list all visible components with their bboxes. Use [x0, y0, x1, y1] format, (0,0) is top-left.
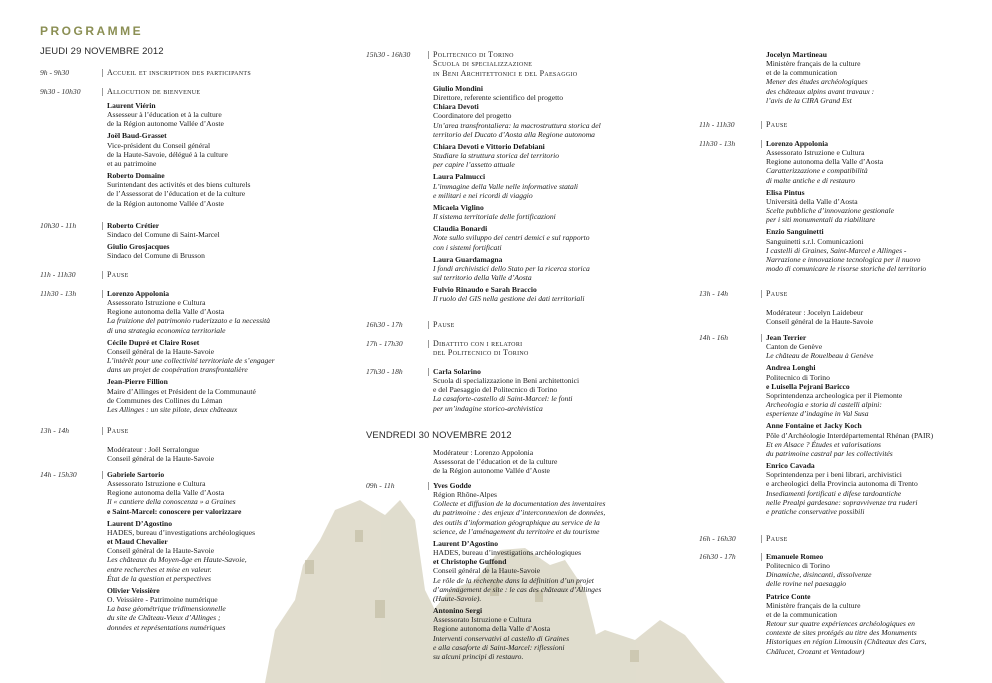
slot-divider — [428, 368, 429, 376]
speaker-name: Micaela Viglino — [433, 202, 484, 212]
slot-divider — [761, 290, 762, 298]
speaker-name: Laurent D’Agostino — [433, 538, 499, 548]
speaker-entry — [107, 519, 317, 583]
talk-title: L’immagine della Valle nelle informative statali — [433, 181, 579, 191]
speaker-list — [107, 221, 317, 264]
slot-label: Pause — [433, 320, 455, 329]
speaker-name: Yves Godde — [433, 481, 472, 490]
slot-divider — [102, 222, 103, 230]
speaker-name: e Saint-Marcel: conoscere per valorizzare — [107, 506, 242, 516]
speaker-affiliation: Soprintendenza archeologica per il Piemonte — [766, 390, 903, 400]
speaker-affiliation: et de la communication — [766, 609, 838, 619]
slot-divider — [761, 121, 762, 129]
slot-time: 10h30 - 11h — [40, 221, 77, 230]
talk-title: Les Allinges : un site pilote, deux châteaux — [107, 404, 238, 414]
speaker-affiliation: O. Veissière - Patrimoine numérique — [107, 595, 218, 605]
slot-time: 11h30 - 13h — [40, 289, 77, 298]
speaker-list — [766, 552, 966, 659]
slot-divider — [102, 471, 103, 479]
speaker-affiliation: Maire d’Allinges et Président de la Communauté — [107, 386, 256, 396]
slot-label: Pause — [107, 270, 129, 279]
talk-title: Les châteaux du Moyen-âge en Haute-Savoie, — [107, 555, 247, 565]
speaker-affiliation: HADES, bureau d’investigations archéologiques — [433, 548, 582, 558]
speaker-entry — [433, 606, 648, 661]
speaker-entry — [107, 101, 317, 128]
speaker-affiliation: Politecnico di Torino — [766, 372, 830, 382]
speaker-affiliation: Surintendant des activités et des biens culturels — [107, 180, 251, 190]
talk-title: Mener des études archéologiques — [766, 77, 868, 87]
speaker-entry — [433, 203, 648, 221]
speaker-name: Laura Palmucci — [433, 172, 486, 182]
speaker-name: Laurent D’Agostino — [107, 518, 173, 528]
speaker-entry — [766, 188, 966, 225]
speaker-name: Giulio Grosjacques — [107, 242, 170, 252]
speaker-name: Enzio Sanguinetti — [766, 227, 824, 237]
speaker-name: Chiara Devoti e Vittorio Defabiani — [433, 141, 545, 151]
speaker-list — [766, 50, 966, 108]
talk-title: I fondi archivistici dello Stato per la ricerca storica — [433, 263, 590, 273]
slot-divider — [428, 482, 429, 490]
slot-time: 9h30 - 10h30 — [40, 87, 81, 96]
speaker-affiliation: Vice-président du Conseil général — [107, 140, 211, 150]
speaker-name: Jean-Pierre Fillion — [107, 377, 168, 387]
speaker-entry — [766, 592, 966, 656]
talk-title: di malte antiche e di restauro — [766, 175, 856, 185]
slot-time: 14h - 16h — [699, 333, 729, 342]
day-heading: VENDREDI 30 NOVEMBRE 2012 — [366, 430, 512, 441]
speaker-entry — [107, 445, 317, 463]
speaker-name: Elisa Pintus — [766, 187, 805, 197]
slot-time: 17h30 - 18h — [366, 367, 403, 376]
speaker-affiliation: Sanguinetti s.r.l. Comunicazioni — [766, 236, 864, 246]
speaker-affiliation: e archeologici della Provincia autonoma di Trento — [766, 479, 918, 489]
slot-divider — [102, 271, 103, 279]
talk-title: Archeologia e storia di castelli alpini: — [766, 400, 882, 410]
talk-title: Retour sur quatre expériences archéologiques en — [766, 619, 915, 629]
speaker-affiliation: Scuola di specializzazione in Beni architettonici — [433, 376, 580, 386]
slot-time: 16h - 16h30 — [699, 534, 736, 543]
speaker-entry — [433, 481, 648, 536]
speaker-entry — [433, 255, 648, 282]
slot-divider — [761, 140, 762, 148]
speaker-entry — [433, 367, 648, 413]
speaker-affiliation: et au patrimoine — [107, 158, 157, 168]
speaker-list — [107, 289, 317, 417]
speaker-list — [766, 333, 966, 519]
moderator-name: Modérateur : Jocelyn Laidebeur — [766, 308, 864, 317]
speaker-affiliation: Regione autonoma della Valle d’Aosta — [433, 624, 551, 634]
speaker-name: Lorenzo Appolonia — [766, 139, 829, 148]
slot-time: 11h - 11h30 — [699, 120, 735, 129]
talk-title: Dinamiche, disincanti, dissolvenze — [766, 570, 872, 580]
speaker-entry — [433, 84, 648, 139]
speaker-affiliation: Regione autonoma della Valle d’Aosta — [107, 488, 225, 498]
speaker-affiliation: et de la communication — [766, 68, 838, 78]
speaker-name: Anne Fontaine et Jacky Koch — [766, 421, 862, 431]
speaker-affiliation: Conseil général de la Haute-Savoie — [107, 454, 215, 464]
speaker-affiliation: Regione autonoma della Valle d’Aosta — [107, 307, 225, 317]
talk-title: d’aménagement de site : le cas des châteaux d’Allinges — [433, 584, 602, 594]
speaker-name: Claudia Bonardi — [433, 224, 488, 234]
speaker-name: et Maud Chevalier — [107, 537, 168, 547]
moderator-name: Modérateur : Joël Serralongue — [107, 445, 200, 454]
speaker-name: Carla Solarino — [433, 367, 481, 376]
speaker-entry — [107, 242, 317, 260]
speaker-entry — [107, 377, 317, 414]
talk-title: Caratterizzazione e compatibilità — [766, 166, 868, 176]
talk-title: Studiare la struttura storica del territorio — [433, 151, 560, 161]
speaker-entry — [766, 227, 966, 273]
speaker-affiliation: Assesseur à l’éducation et à la culture — [107, 110, 222, 120]
slot-time: 9h - 9h30 — [40, 68, 70, 77]
talk-title: contexte de sites protégés au titre des Monuments — [766, 628, 917, 638]
talk-title: du site de Château-Vieux d’Allinges ; — [107, 613, 221, 623]
speaker-name: Jocelyn Martineau — [766, 50, 827, 59]
slot-time: 15h30 - 16h30 — [366, 50, 411, 59]
talk-title: sul territorio della Valle d’Aosta — [433, 272, 532, 282]
speaker-list — [433, 367, 648, 416]
talk-title: per capire l’assetto attuale — [433, 160, 515, 170]
slot-time: 13h - 14h — [40, 426, 70, 435]
speaker-affiliation: de la Région autonome Vallée d’Aoste — [107, 198, 224, 208]
speaker-entry — [107, 221, 317, 239]
talk-title: des châteaux alpins avant travaux : — [766, 86, 875, 96]
speaker-affiliation: Ministère français de la culture — [766, 59, 861, 69]
talk-title: modo di comunicare le risorse storiche del territorio — [766, 264, 927, 274]
speaker-affiliation: Assessorato Istruzione e Cultura — [433, 615, 532, 625]
talk-title: Le château de Rouelbeau à Genève — [766, 351, 874, 361]
talk-title: Collecte et diffusion de la documentation des inventaires — [433, 499, 606, 509]
talk-title: Un’area transfrontaliera: la macrostruttura storica del — [433, 120, 601, 130]
slot-time: 09h - 11h — [366, 481, 395, 490]
speaker-name: Olivier Veissière — [107, 585, 160, 595]
talk-title: l’avis de la CIRA Grand Est — [766, 95, 852, 105]
talk-title: per i siti monumentali da riabilitare — [766, 215, 876, 225]
speaker-list — [766, 308, 966, 329]
slot-divider — [102, 290, 103, 298]
slot-label: Dibattito con i relatori del Politecnico di Torino — [433, 339, 529, 358]
speaker-entry — [433, 539, 648, 603]
talk-title: (Haute-Savoie). — [433, 593, 482, 603]
speaker-name: Giulio Mondini — [433, 84, 484, 93]
talk-title: État de la question et perspectives — [107, 573, 211, 583]
slot-label: Accueil et inscription des participants — [107, 68, 252, 77]
speaker-affiliation: de la Région autonome Vallée d’Aoste — [107, 119, 224, 129]
speaker-affiliation: Conseil général de la Haute-Savoie — [107, 346, 215, 356]
slot-label: Allocution de bienvenue — [107, 87, 201, 96]
talk-title: Et en Alsace ? Études et valorisations — [766, 439, 882, 449]
talk-title: La base géométrique tridimensionnelle — [107, 604, 226, 614]
speaker-affiliation: HADES, bureau d’investigations archéologiques — [107, 527, 256, 537]
speaker-name: Roberto Crétier — [107, 221, 160, 230]
speaker-affiliation: Direttore, referente scientifico del progetto — [433, 93, 564, 103]
speaker-affiliation: Conseil général de la Haute-Savoie — [433, 566, 541, 576]
talk-title: nelle Prealpi gardesane: sopravvivenze tra ruderi — [766, 497, 918, 507]
slot-divider — [102, 427, 103, 435]
talk-title: La casaforte-castello di Saint-Marcel: le fonti — [433, 394, 573, 404]
talk-title: science, de l’aménagement du territoire et du tourisme — [433, 526, 600, 536]
speaker-name: Roberto Domaine — [107, 171, 165, 181]
speaker-name: Antonino Sergi — [433, 606, 483, 616]
speaker-affiliation: Canton de Genève — [766, 342, 823, 352]
talk-title: di una strategia economica territoriale — [107, 325, 226, 335]
talk-title: Narrazione e innovazione tecnologica per il nuovo — [766, 254, 921, 264]
speaker-name: et Christophe Guffond — [433, 557, 507, 567]
speaker-name: Gabriele Sartorio — [107, 470, 165, 479]
speaker-entry — [433, 224, 648, 251]
slot-divider — [761, 535, 762, 543]
speaker-name: Chiara Devoti — [433, 102, 479, 112]
speaker-entry — [766, 139, 966, 185]
talk-title: e pratiche conservative possibili — [766, 506, 865, 516]
talk-title: du patrimoine castral par les collectivités — [766, 448, 893, 458]
speaker-affiliation: Région Rhône-Alpes — [433, 490, 497, 500]
speaker-affiliation: Assessorato Istruzione e Cultura — [107, 479, 206, 489]
speaker-entry — [107, 171, 317, 208]
speaker-list — [433, 448, 648, 478]
talk-title: con i sistemi fortificati — [433, 242, 502, 252]
speaker-affiliation: de l’Assessorat de l’éducation et de la culture — [107, 189, 246, 199]
slot-label: Pause — [766, 120, 788, 129]
slot-time: 11h30 - 13h — [699, 139, 736, 148]
talk-title: esperienze d’indagine in Val Susa — [766, 409, 869, 419]
speaker-name: Cécile Dupré et Claire Roset — [107, 337, 200, 347]
slot-time: 16h30 - 17h — [366, 320, 403, 329]
speaker-entry — [107, 289, 317, 335]
talk-title: delle rovine nel paesaggio — [766, 579, 847, 589]
speaker-affiliation: Assessorat de l’éducation et de la culture — [433, 457, 558, 467]
talk-title: e militari e nei ricordi di viaggio — [433, 190, 533, 200]
moderator-name: Modérateur : Lorenzo Appolonia — [433, 448, 534, 457]
talk-title: La fruizione del patrimonio ruderizzato e la necessità — [107, 316, 271, 326]
speaker-entry — [107, 586, 317, 632]
slot-time: 16h30 - 17h — [699, 552, 736, 561]
speaker-name: Laura Guardamagna — [433, 254, 503, 264]
speaker-affiliation: Assessorato Istruzione e Cultura — [107, 298, 206, 308]
speaker-list — [766, 139, 966, 276]
speaker-entry — [107, 470, 317, 516]
talk-title: Interventi conservativi al castello di Graines — [433, 633, 570, 643]
speaker-entry — [766, 333, 966, 360]
slot-time: 13h - 14h — [699, 289, 729, 298]
talk-title: L’intérêt pour une collectivité territoriale de s’engager — [107, 356, 275, 366]
slot-divider — [428, 51, 429, 59]
speaker-affiliation: Sindaco del Comune di Brusson — [107, 251, 205, 261]
talk-title: per un’indagine storico-archivistica — [433, 403, 543, 413]
slot-divider — [102, 88, 103, 96]
speaker-entry — [107, 338, 317, 375]
talk-title: du patrimoine : des enjeux d’interconnexion de données, — [433, 508, 606, 518]
speaker-list — [107, 445, 317, 466]
speaker-affiliation: de la Région autonome Vallée d’Aoste — [433, 466, 550, 476]
speaker-affiliation: Ministère français de la culture — [766, 600, 861, 610]
speaker-name: Laurent Viérin — [107, 101, 156, 110]
speaker-entry — [766, 421, 966, 458]
talk-title: Il ruolo del GIS nella gestione dei dati territoriali — [433, 294, 585, 304]
talk-title: des outils d’information géographique au service de la — [433, 517, 600, 527]
speaker-affiliation: Assessorato Istruzione e Cultura — [766, 148, 865, 158]
speaker-entry — [766, 461, 966, 516]
programme-title: PROGRAMME — [40, 24, 144, 38]
speaker-name: Joël Baud-Grasset — [107, 131, 167, 141]
slot-divider — [761, 334, 762, 342]
speaker-name: Andrea Longhi — [766, 363, 816, 373]
slot-divider — [428, 321, 429, 329]
speaker-affiliation: Conseil général de la Haute-Savoie — [107, 546, 215, 556]
speaker-affiliation: Conseil général de la Haute-Savoie — [766, 317, 874, 327]
speaker-name: e Luisella Pejrani Baricco — [766, 381, 850, 391]
slot-time: 17h - 17h30 — [366, 339, 403, 348]
speaker-affiliation: Regione autonoma della Valle d’Aosta — [766, 157, 884, 167]
talk-title: Il « cantiere della conoscenza » a Graines — [107, 497, 236, 507]
talk-title: entre recherches et mise en valeur. — [107, 564, 212, 574]
talk-title: Insediamenti fortificati e difese tardoantiche — [766, 488, 902, 498]
speaker-list — [433, 481, 648, 664]
speaker-name: Jean Terrier — [766, 333, 807, 342]
talk-title: Le rôle de la recherche dans la définition d’un projet — [433, 575, 594, 585]
speaker-entry — [766, 308, 966, 326]
speaker-entry — [433, 142, 648, 169]
talk-title: dans un projet de coopération transfrontalière — [107, 365, 248, 375]
speaker-entry — [766, 50, 966, 105]
speaker-affiliation: de la Haute-Savoie, délégué à la culture — [107, 149, 228, 159]
speaker-list — [107, 470, 317, 635]
slot-divider — [761, 553, 762, 561]
talk-title: territorio del Ducato d’Aosta alla Regione autonoma — [433, 129, 595, 139]
speaker-affiliation: Coordinatore del progetto — [433, 111, 512, 121]
speaker-name: Emanuele Romeo — [766, 552, 824, 561]
slot-label: Pause — [766, 534, 788, 543]
speaker-entry — [766, 552, 966, 589]
speaker-affiliation: Sindaco del Comune di Saint-Marcel — [107, 230, 220, 240]
speaker-entry — [433, 285, 648, 303]
talk-title: Châlucet, Crozant et Ventadour) — [766, 646, 865, 656]
speaker-entry — [766, 363, 966, 418]
talk-title: Il sistema territoriale delle fortificazioni — [433, 212, 556, 222]
talk-title: Historiques en région Limousin (Châteaux des Cars, — [766, 637, 927, 647]
speaker-list — [433, 84, 648, 306]
speaker-affiliation: Pôle d’Archéologie Interdépartemental Rhénan (PAIR) — [766, 430, 934, 440]
slot-divider — [428, 340, 429, 348]
speaker-entry — [433, 172, 648, 199]
speaker-affiliation: Soprintendenza per i beni librari, archivistici — [766, 470, 902, 480]
speaker-name: Lorenzo Appolonia — [107, 289, 170, 298]
talk-title: e alla casaforte di Saint-Marcel: riflessioni — [433, 642, 565, 652]
speaker-affiliation: e del Paesaggio del Politecnico di Torino — [433, 385, 558, 395]
speaker-list — [107, 101, 317, 211]
slot-divider — [102, 69, 103, 77]
slot-label: Pause — [107, 426, 129, 435]
talk-title: I castelli di Graines, Saint-Marcel e Allinges - — [766, 245, 907, 255]
slot-label: Politecnico di Torino Scuola di specializzazione in Beni Architettonici e del Paesaggio — [433, 50, 578, 78]
talk-title: Note sullo sviluppo dei centri demici e sul rapporto — [433, 233, 590, 243]
slot-time: 11h - 11h30 — [40, 270, 76, 279]
speaker-affiliation: Università della Valle d’Aosta — [766, 196, 858, 206]
slot-time: 14h - 15h30 — [40, 470, 77, 479]
speaker-name: Fulvio Rinaudo e Sarah Braccio — [433, 285, 537, 295]
speaker-affiliation: Politecnico di Torino — [766, 561, 830, 571]
day-heading: JEUDI 29 NOVEMBRE 2012 — [40, 46, 164, 57]
talk-title: données et représentations numériques — [107, 622, 226, 632]
talk-title: Scelte pubbliche d’innovazione gestionale — [766, 206, 895, 216]
speaker-name: Patrice Conte — [766, 591, 811, 601]
slot-label: Pause — [766, 289, 788, 298]
speaker-affiliation: de Communes des Collines du Léman — [107, 395, 223, 405]
speaker-name: Enrico Cavada — [766, 461, 815, 471]
speaker-entry — [433, 448, 648, 475]
speaker-entry — [107, 131, 317, 168]
talk-title: su alcuni principi di restauro. — [433, 651, 524, 661]
